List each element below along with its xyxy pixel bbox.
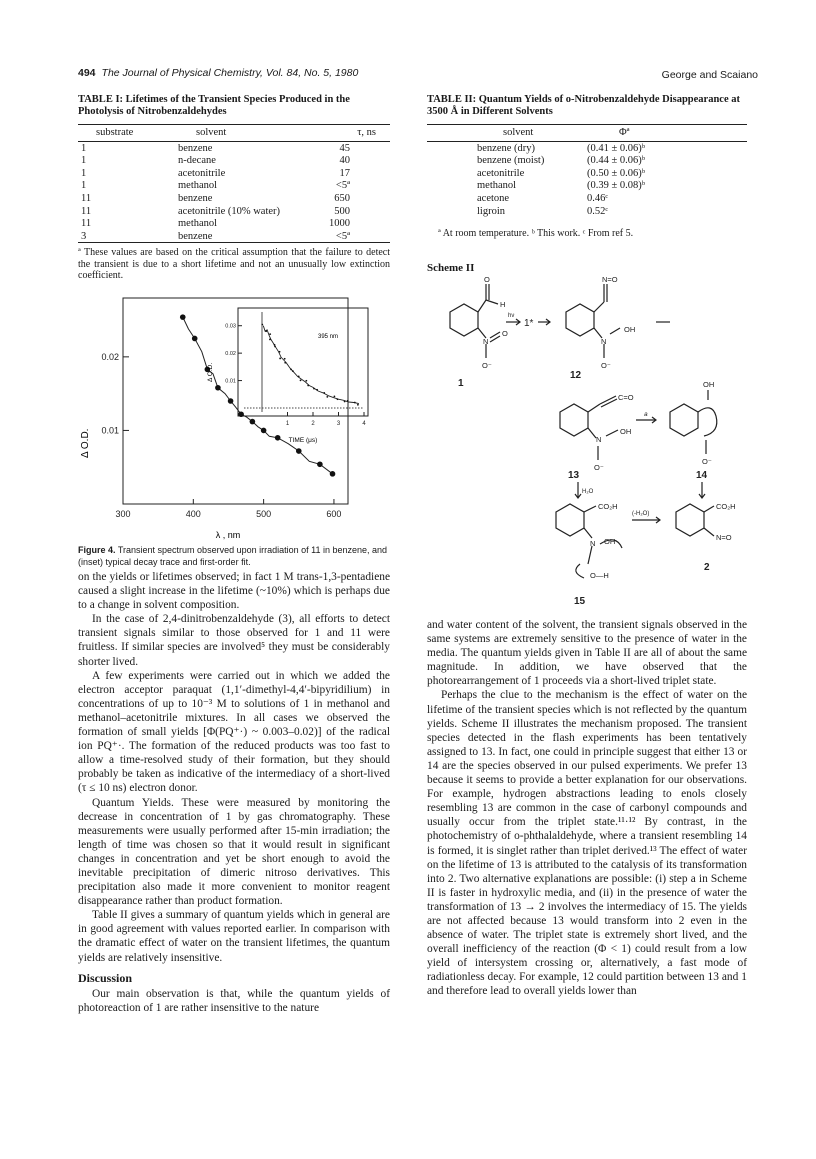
main-ylabel: Δ O.D. [80,428,91,458]
table2-cell-solvent: benzene (dry) [477,142,536,154]
main-xtick-label: 300 [115,509,131,519]
table2-row [427,141,747,154]
scheme-ii-diagram [420,272,750,622]
inset-data-point [292,370,294,372]
table1-cell-substrate: 1 [81,180,87,192]
table1-row [78,179,390,192]
ring-14 [670,404,698,436]
running-authors: George and Scaiano [661,69,758,81]
main-data-point [317,461,323,467]
left-paragraph-2: In the case of 2,4-dinitrobenzaldehyde (3), all efforts to detect transient signals similar to those observed for 1 and 11 were fruitless. If similar species are involved⁵ they must be considerably shorter lived. [78,613,390,668]
figure4-caption [78,545,390,568]
inset-data-point [269,339,271,341]
table1-footnote: ª These values are based on the critical assumption that the failure to detect the transient is due to a short lifetime and not an unusually low extinction coefficient. [78,247,390,281]
inset-data-point [290,369,292,371]
discussion-paragraph: Our main observation is that, while the quantum yields of photoreaction of 1 are rather insensitive to the nature [78,987,390,1014]
table2-cell-phi: 0.46ᶜ [587,192,609,204]
table2-cell-phi: 0.52ᶜ [587,205,609,217]
table2 [427,124,747,217]
table2-cell-solvent: benzene (moist) [477,155,545,167]
figure4-chart [78,286,390,542]
inset-xtick-label: 4 [362,421,366,427]
scheme-atom-oh-bond-15: O—H [590,571,609,580]
scheme-arrow-h2o: H₂O [582,489,594,495]
table1-cell-tau: 17 [339,167,350,179]
right-column [427,618,747,999]
table1-cell-solvent: benzene [178,230,213,242]
inset-ytick-label: 0.01 [225,378,236,385]
table2-cell-solvent: methanol [477,180,517,192]
table1-row [78,205,390,218]
scheme-atom-ominus-13: O⁻ [594,463,604,472]
compound-label-14: 14 [696,470,708,481]
journal-name: The Journal of Physical Chemistry, Vol. 84, No. 5, 1980 [101,67,359,79]
scheme-arrow-a: a [644,411,648,418]
scheme-arrow-minus-h2o: (-H₂O) [632,511,650,517]
table2-caption: TABLE II: Quantum Yields of o-Nitrobenzaldehyde Disappearance at 3500 Å in Different Solvents [427,94,740,117]
table1-cell-substrate: 1 [81,142,87,154]
inset-data-point [274,346,276,348]
scheme-atom-ominus-14: O⁻ [702,457,712,466]
scheme-atom-h-1: H [500,300,506,309]
scheme-atom-ominus-12: O⁻ [601,361,611,370]
main-xtick-label: 600 [326,509,342,519]
inset-ylabel: Δ O.D. [207,362,214,382]
main-data-point [330,471,336,477]
table1-cell-tau: 45 [339,142,350,154]
main-xlabel: λ , nm [215,530,241,540]
inset-data-point [284,362,286,364]
right-paragraph-2: Perhaps the clue to the mechanism is the effect of water on the lifetime of the transient species which is not reflected by the quantum yields. Scheme II illustrates the mechanism proposed. The transient species detected in the flash experiments has been tentatively assigned to 13. In fact, one could in principle suggest that either 13 or 14 are the species observed in our pulsed experiments. We prefer 13 because it seems to provide a better explanation for our observations. For example, hydrogen abstractions leading to enols closely resembling 13 are common in the case of carbonyl compounds and usually occur from the triplet state.¹¹·¹² By contrast, in the photochemistry of o-phthalaldehyde, where a transient resembling 14 is formed, it is singlet rather than triplet derived.¹³ The effect of water on the lifetime of 13 is attributed to the catalysis of its transformation into 2. Two alternative explanations are possible: (i) step a in Scheme II is faster in hydroxylic media, and (ii) in the presence of water the transformation of 13 → 2 involves the intermediacy of 15. The yields are not affected because 13 would transform into 2 even in the absence of water. The triplet state is extremely short lived, and the overall inefficiency of the reaction (Φ < 1) could result from a low yield of intersystem crossing or, alternatively, a fast mode of radiationless decay. For example, 12 could partition between 13 and 1 and therefore lead to overall yields lower than [427,689,747,998]
table2-row [427,167,747,180]
scheme-atom-co2h-2: CO₂H [716,502,736,511]
main-fit-curve [183,317,333,474]
inset-data-point [316,389,318,391]
inset-data-point [344,401,346,403]
table1-cell-solvent: acetonitrile (10% water) [178,205,281,217]
inset-data-point [347,400,349,402]
table1-cell-tau: 40 [339,155,350,167]
table2-cell-phi: (0.41 ± 0.06)ᵇ [587,142,646,154]
scheme-atom-co-13: C=O [618,393,634,402]
inset-xlabel: TIME (μs) [288,437,318,444]
main-data-point [238,411,244,417]
inset-fit-curve [263,326,359,404]
main-data-point [215,385,221,391]
table2-cell-phi: (0.50 ± 0.06)ᵇ [587,167,646,179]
inset-data-point [357,404,359,406]
scheme-atom-ominus-1: O⁻ [482,361,492,370]
discussion-heading: Discussion [78,970,133,985]
table1-cell-solvent: n-decane [178,155,216,167]
table1-row [78,192,390,205]
table1-cell-substrate: 1 [81,155,87,167]
inset-data-point [269,333,271,335]
table1-row [78,141,390,154]
compound-label-2: 2 [704,562,710,573]
table1-row [78,217,390,230]
scheme-atom-o-12: N=O [602,275,618,284]
table1-row [78,230,390,243]
inset-ytick-label: 0.02 [225,351,236,358]
scheme-atom-n-12: N [601,337,607,346]
scheme-arrow-hv: hν [508,313,515,319]
inset-data-point [300,380,302,382]
table1-body [78,141,390,243]
table2-cell-solvent: ligroin [477,205,505,217]
inset-xtick-label: 2 [311,421,315,427]
main-xtick-label: 500 [256,509,272,519]
scheme-atom-oh-13: OH [620,427,632,436]
inset-data-point [323,392,325,394]
main-ytick-label: 0.02 [101,351,119,362]
table1-col-tau: τ, ns [357,127,376,138]
scheme-atom-n-15: N [590,539,596,548]
table1-cell-solvent: benzene [178,142,213,154]
inset-data-point [354,402,356,404]
inset-data-point [307,385,309,387]
main-data-point [250,419,256,425]
main-data-point [261,428,267,434]
inset-ytick-label: 0.03 [225,323,236,330]
table2-header-row [427,125,747,142]
table1-cell-solvent: methanol [178,218,218,230]
inset-data-point [265,330,267,332]
main-data-point [296,448,302,454]
table1-cell-solvent: methanol [178,180,218,192]
main-data-point [180,314,186,320]
table1-cell-substrate: 11 [81,205,92,217]
figure4-caption-text: Transient spectrum observed upon irradiation of 11 in benzene, and (inset) typical decay trace and first-order fit. [78,545,388,567]
table1-col-substrate: substrate [96,127,134,138]
main-data-point [275,435,281,441]
table2-row [427,205,747,218]
table1-caption: TABLE I: Lifetimes of the Transient Species Produced in the Photolysis of Nitrobenzaldehydes [78,94,350,117]
scheme-atom-o-1b: O [502,329,508,338]
inset-data-point [261,324,263,326]
ring-15 [556,504,584,536]
compound-label-12: 12 [570,370,582,381]
inset-xtick-label: 1 [285,421,290,427]
left-paragraph-1: on the yields or lifetimes observed; in fact 1 M trans-1,3-pentadiene caused a slight increase in the lifetime (~10%) which is perhaps due to a change in solvent composition. [78,571,390,612]
scheme-atom-co2h-15: CO₂H [598,502,618,511]
table2-cell-phi: (0.39 ± 0.08)ᵇ [587,180,646,192]
table2-cell-solvent: acetone [477,192,510,204]
table1-cell-tau: <5ª [335,180,350,192]
table2-col-solvent: solvent [503,127,534,138]
inset-data-point [305,380,307,382]
table1-row [78,167,390,180]
table1-cell-tau: 650 [334,192,350,204]
table1-cell-tau: <5ª [335,230,350,242]
table1-cell-substrate: 11 [81,192,92,204]
table1-cell-tau: 1000 [329,218,350,230]
scheme-atom-oh-12: OH [624,325,636,334]
running-header [78,67,358,79]
left-column [78,570,390,1015]
table1 [78,124,390,243]
page-number: 494 [78,67,96,79]
table1-header-row [78,125,390,142]
ring-13 [560,404,588,436]
table2-cell-solvent: acetonitrile [477,167,525,179]
left-paragraph-4: Quantum Yields. These were measured by monitoring the decrease in concentration of 1 by gas chromatography. These measurements were usually performed after 15-min irradiation; the length of time was chosen so that it would result in significant changes in concentration and yet be short enough to avoid the inevitable precipitation of dimeric nitroso derivatives. This precipitation also made it more convenient to monitor reagent disappearance rather than product formation. [78,796,390,908]
table2-footnote: ª At room temperature. ᵇ This work. ᶜ From ref 5. [438,228,634,239]
scheme-atom-oh-15: OH [604,537,616,546]
inset-data-point [284,358,286,360]
inset-data-point [298,376,300,378]
inset-data-point [279,351,281,353]
table1-cell-tau: 500 [334,205,350,217]
table1-cell-substrate: 3 [81,230,87,242]
scheme-atom-n-1: N [483,337,489,346]
table2-body [427,141,747,217]
right-paragraph-1: and water content of the solvent, the transient signals observed in the same systems are extremely sensitive to the presence of water in the media. The quantum yields given in Table II are all of about the same magnitude. In addition, we have observed that the photorearrangement of 1 proceeds via a short-lived triplet state. [427,619,747,688]
main-data-point [192,336,198,342]
table2-cell-phi: (0.44 ± 0.06)ᵇ [587,155,646,167]
scheme-atom-n-13: N [596,435,602,444]
inset-annotation: 395 nm [318,334,339,340]
compound-label-13: 13 [568,470,580,481]
benzene-ring-12 [566,304,594,336]
main-ytick-label: 0.01 [101,425,119,436]
table2-col-phi: Φª [619,127,630,138]
inset-data-point [326,396,328,398]
table1-cell-solvent: acetonitrile [178,167,226,179]
compound-label-15: 15 [574,596,586,607]
compound-label-1: 1 [458,378,464,389]
benzene-ring-1 [450,304,478,336]
scheme-atom-o-1: O [484,275,490,284]
table2-row [427,154,747,167]
inset-xtick-label: 3 [336,421,341,427]
figure4-caption-label: Figure 4. [78,545,116,555]
scheme-atom-oh-14: OH [703,380,715,389]
scheme-arrow-1star: 1* [524,318,534,329]
inset-data-point [337,398,339,400]
scheme-atom-no-2: N=O [716,533,732,542]
table1-cell-substrate: 11 [81,218,92,230]
left-paragraph-5: Table II gives a summary of quantum yields which in general are in good agreement with values reported earlier. In comparison with the dramatic effect of water on the transient lifetimes, the quantum yields are relatively insensitive. [78,909,390,964]
inset-data-point [274,344,276,346]
main-xtick-label: 400 [185,509,201,519]
table1-col-solvent: solvent [196,127,227,138]
ring-2 [676,504,704,536]
left-paragraph-3: A few experiments were carried out in which we added the electron acceptor paraquat (1,1′-dimethyl-4,4′-bipyridilium) in concentrations of up to 10⁻³ M to solutions of 1 in methanol and methanol–acetonitrile mixtures. In all cases we observed the formation of small yields [Φ(PQ⁺·) ~ 0.003–0.02)] of the radical ion PQ⁺·. The formation of the reduced products was too fast to allow a time-resolved study of their formation, but they should probably be taken as indicative of the intermediacy of a short-lived (τ ≤ 10 ns) electron donor. [78,669,390,795]
table1-cell-solvent: benzene [178,192,213,204]
table2-row [427,192,747,205]
inset-data-point [313,388,315,390]
inset-data-point [279,358,281,360]
scheme-title: Scheme II [427,262,475,274]
main-data-point [228,398,234,404]
table1-cell-substrate: 1 [81,167,87,179]
table2-row [427,179,747,192]
inset-data-point [334,395,336,397]
table1-row [78,154,390,167]
